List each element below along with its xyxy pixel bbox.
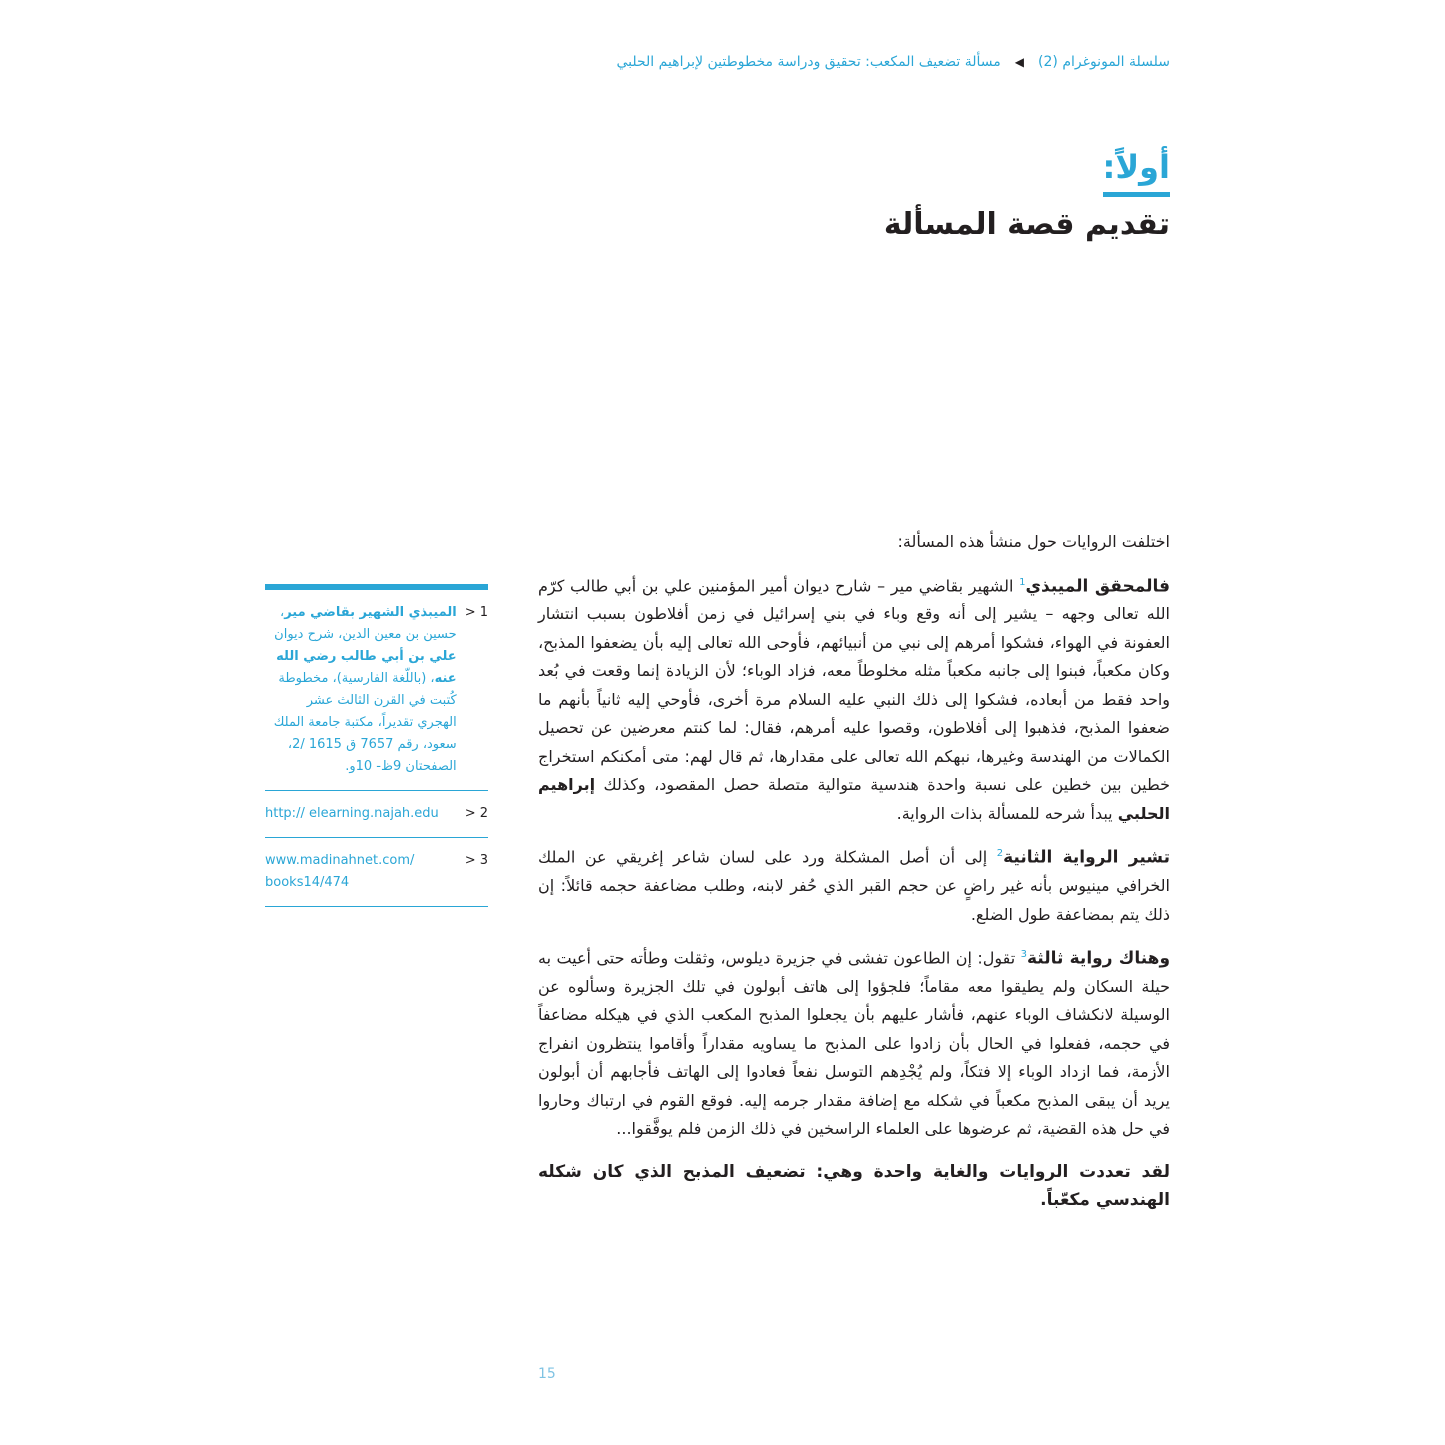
book-title: مسألة تضعيف المكعب: تحقيق ودراسة مخطوطتين لإبراهيم الحلبي (616, 54, 1001, 70)
paragraph-1-lead: فالمحقق الميبذي (1025, 575, 1170, 596)
page-number: 15 (538, 1366, 556, 1382)
paragraph-3-text: تقول: إن الطاعون تفشى في جزيرة ديلوس، وثقلت وطأته حتى أعيت به حيلة السكان ولم يطيقوا معه مقاماً؛ فلجؤوا إلى هاتف أبولون في تلك الجزيرة وسألوه عن الوسيلة لانكشاف الوباء عنهم، فأشار عليهم بأن يجعلوا المذبح المكعب الذي في هيكله مضاعفاً في حجمه، ففعلوا في الحال بأن زادوا على المذبح ما يساويه مقداراً وأقاموا ينتظرون انفراج الأزمة، فما ازداد الوباء إلا فتكاً، ولم يُجْدِهم التوسل نفعاً فعادوا إلى الهاتف فأجابهم أن أبولون يريد أن يبقى المذبح مكعباً في شكله مع إضافة مقدار جرمه إليه. فوقع القوم في ارتباك وحاروا في حل هذه القضية، ثم عرضوها على العلماء الراسخين في ذلك الزمن فلم يوفَّقوا... (538, 948, 1170, 1139)
footnote-subject: علي بن أبي طالب رضي الله عنه (276, 649, 457, 686)
footnotes-column (265, 584, 488, 907)
footnote-1 (265, 590, 488, 791)
paragraph-3-lead: وهناك رواية ثالثة (1026, 948, 1171, 969)
footnote-text-a: ، حسين بن معين الدين، شرح ديوان (274, 605, 457, 642)
section-number: أولاً: (1103, 148, 1170, 197)
paragraph-2 (538, 840, 1170, 929)
body-text (538, 528, 1170, 1227)
footnote-3 (265, 838, 488, 907)
section-title: تقديم قصة المسألة (883, 207, 1170, 242)
paragraph-3 (538, 941, 1170, 1144)
footnote-ref-3[interactable]: 3 (1020, 949, 1027, 961)
triangle-left-icon: ◀ (1014, 55, 1025, 69)
paragraph-1-text-a: الشهير بقاضي مير – شارح ديوان أمير المؤمنين علي بن أبي طالب كرّم الله تعالى وجهه – يشير إلى أنه وقع وباء في بني إسرائيل في زمن أفلاطون بسبب انتشار العفونة في الهواء، فشكوا أمرهم إلى نبي من أنبيائهم، فأوحى الله تعالى إليه بأن يضعفوا المذبح، وكان مكعباً، فبنوا إلى جانبه مكعباً مثله مخلوطاً معه، فزاد الوباء؛ لأن الزيادة إنما وقعت في بُعد واحد فقط من أبعاده، فشكوا إلى ذلك النبي عليه السلام مرة أخرى، فأوحي إليه ثانياً بأنهم ما ضعفوا المذبح، فذهبوا إلى أفلاطون، وقصوا عليه أمرهم، فقال: لما كنتم معرضين عن تحصيل الكمالات من الهندسة وغيرها، نبهكم الله تعالى على مقدارها، ثم قال لهم: متى أمكنكم استخراج خطين بين خطين على نسبة واحدة هندسية متوالية متصلة حصل المقصود، وكذلك (538, 575, 1170, 795)
paragraph-1-text-b: يبدأ شرحه للمسألة بذات الرواية. (896, 803, 1118, 823)
paragraph-2-text: إلى أن أصل المشكلة ورد على لسان شاعر إغريقي عن الملك الخرافي مينيوس بأنه غير راضٍ عن حجم القبر الذي حُفر لابنه، وطلب مضاعفة حجمه قائلاً: إن ذلك يتم بمضاعفة طول الضلع. (538, 847, 1170, 924)
paragraph-1-name: إبراهيم الحلبي (538, 775, 1170, 823)
footnote-2 (265, 791, 488, 838)
footnote-ref-2[interactable]: 2 (996, 848, 1004, 860)
footnote-link[interactable]: www.madinahnet.com/ books14/474 (265, 853, 415, 890)
intro-paragraph: اختلفت الروايات حول منشأ هذه المسألة: (897, 532, 1170, 551)
footnote-marker: 1 < (464, 605, 488, 620)
footnote-author: الميبذي الشهير بقاضي مير (284, 605, 457, 620)
footnote-text (265, 602, 457, 778)
footnote-link[interactable]: http:// elearning.najah.edu (265, 806, 439, 821)
series-title: سلسلة المونوغرام (2) (1038, 54, 1170, 70)
running-header (600, 50, 1170, 74)
conclusion: لقد تعددت الروايات والغاية واحدة وهي: تضعيف المذبح الذي كان شكله الهندسي مكعّباً. (538, 1161, 1170, 1211)
footnote-ref-1[interactable]: 1 (1019, 576, 1026, 588)
paragraph-2-lead: تشير الرواية الثانية (1003, 847, 1170, 868)
footnote-marker: 3 < (464, 853, 488, 868)
paragraph-1 (538, 569, 1170, 829)
footnote-marker: 2 < (464, 806, 488, 821)
footnote-text-b: ، (باللّغة الفارسية)، مخطوطة كُتبت في القرن الثالث عشر الهجري تقديراً، مكتبة جامعة الملك سعود، رقم 7657 ق 1615 /2، الصفحتان 9ظ- 10و. (273, 671, 457, 774)
section-heading (884, 148, 1170, 242)
